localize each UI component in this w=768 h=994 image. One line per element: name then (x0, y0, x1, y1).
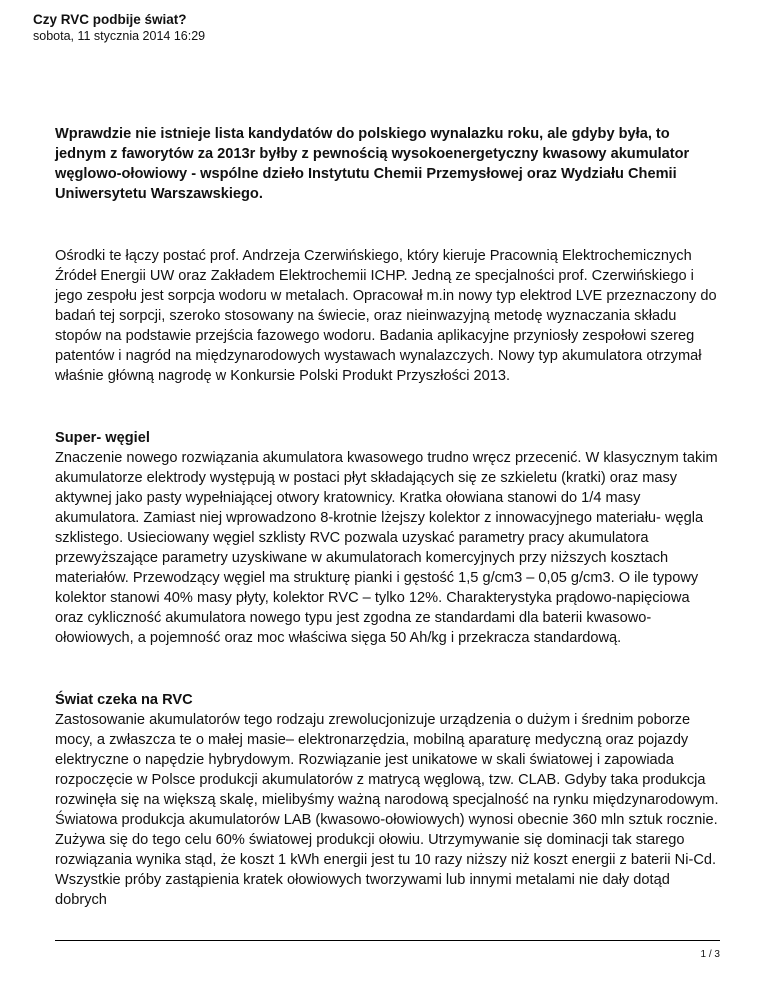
section-heading: Świat czeka na RVC (55, 692, 193, 708)
section-heading: Super- węgiel (55, 430, 150, 446)
document-header (33, 12, 205, 44)
document-title: Czy RVC podbije świat? (33, 12, 187, 27)
page-number: 1 / 3 (700, 949, 720, 960)
article-content (55, 124, 720, 910)
section-super-wegiel (55, 428, 720, 648)
article-lead: Wprawdzie nie istnieje lista kandydatów do polskiego wynalazku roku, ale gdyby była, to jednym z faworytów za 2013r byłby z pewnością wysokoenergetyczny kwasowy akumulator węglowo-ołowiowy - wspólne dzieło Instytutu Chemii Przemysłowej oraz Wydziału Chemii Uniwersytetu Warszawskiego. (55, 126, 690, 202)
section-body: Znaczenie nowego rozwiązania akumulatora kwasowego trudno wręcz przecenić. W klasycznym takim akumulatorze elektrody występują w postaci płyt składających się ze szkieletu (kratki) oraz masy aktywnej jako pasty wypełniającej otwory kratownicy. Kratka ołowiana stanowi do 1/4 masy akumulatora. Zamiast niej wprowadzono 8-krotnie lżejszy kolektor z innowacyjnego materiału- węgla szklistego. Usieciowany węgiel szklisty RVC pozwala uzyskać parametry pracy akumulatora przewyższające parametry uzyskiwane w akumulatorach komercyjnych przy niższych kosztach materiałów. Przewodzący węgiel ma strukturę pianki i gęstość 1,5 g/cm3 – 0,05 g/cm3. O ile typowy kolektor stanowi 40% masy płyty, kolektor RVC – tylko 12%. Charakterystyka prądowo-napięciowa oraz cykliczność akumulatora nowego typu jest zgodna ze standardami dla baterii kwasowo-ołowiowych, a pojemność oraz moc właściwa sięga 50 Ah/kg i przekracza standardową. (55, 450, 718, 646)
section-body: Zastosowanie akumulatorów tego rodzaju zrewolucjonizuje urządzenia o dużym i średnim poborze mocy, a zwłaszcza te o małej masie– elektronarzędzia, mobilną aparaturę medyczną oraz pojazdy elektryczne o napędzie hybrydowym. Rozwiązanie jest unikatowe w skali światowej i zapowiada rozpoczęcie w Polsce produkcji akumulatorów z matrycą węglową, tzw. CLAB. Gdyby taka produkcja rozwinęła się na większą skalę, mielibyśmy ważną narodową specjalność na rynku międzynarodowym. Światowa produkcja akumulatorów LAB (kwasowo-ołowiowych) wynosi obecnie 360 mln sztuk rocznie. Zużywa się do tego celu 60% światowej produkcji ołowiu. Utrzymywanie się dominacji tak starego rozwiązania wynika stąd, że koszt 1 kWh energii jest tu 10 razy niższy niż koszt energii z baterii Ni-Cd. Wszystkie próby zastąpienia kratek ołowiowych tworzywami lub innymi metalami nie dały dotąd dobrych (55, 712, 719, 908)
section-swiat-czeka (55, 690, 720, 910)
article-intro: Ośrodki te łączy postać prof. Andrzeja Czerwińskiego, który kieruje Pracownią Elektrochemicznych Źródeł Energii UW oraz Zakładem Elektrochemii ICHP. Jedną ze specjalności prof. Czerwińskiego i jego zespołu jest sorpcja wodoru w metalach. Opracował m.in nowy typ elektrod LVE przeznaczony do badań tej sorpcji, szeroko stosowany na świecie, oraz nieinwazyjną metodę wyznaczania składu stopów na podstawie przejścia fazowego wodoru. Badania aplikacyjne przyniosły zespołowi szereg patentów i nagród na międzynarodowych wystawach wynalazczych. Nowy typ akumulatora otrzymał właśnie główną nagrodę w Konkursie Polski Produkt Przyszłości 2013. (55, 248, 717, 384)
footer-divider (55, 940, 720, 941)
document-date: sobota, 11 stycznia 2014 16:29 (33, 29, 206, 43)
